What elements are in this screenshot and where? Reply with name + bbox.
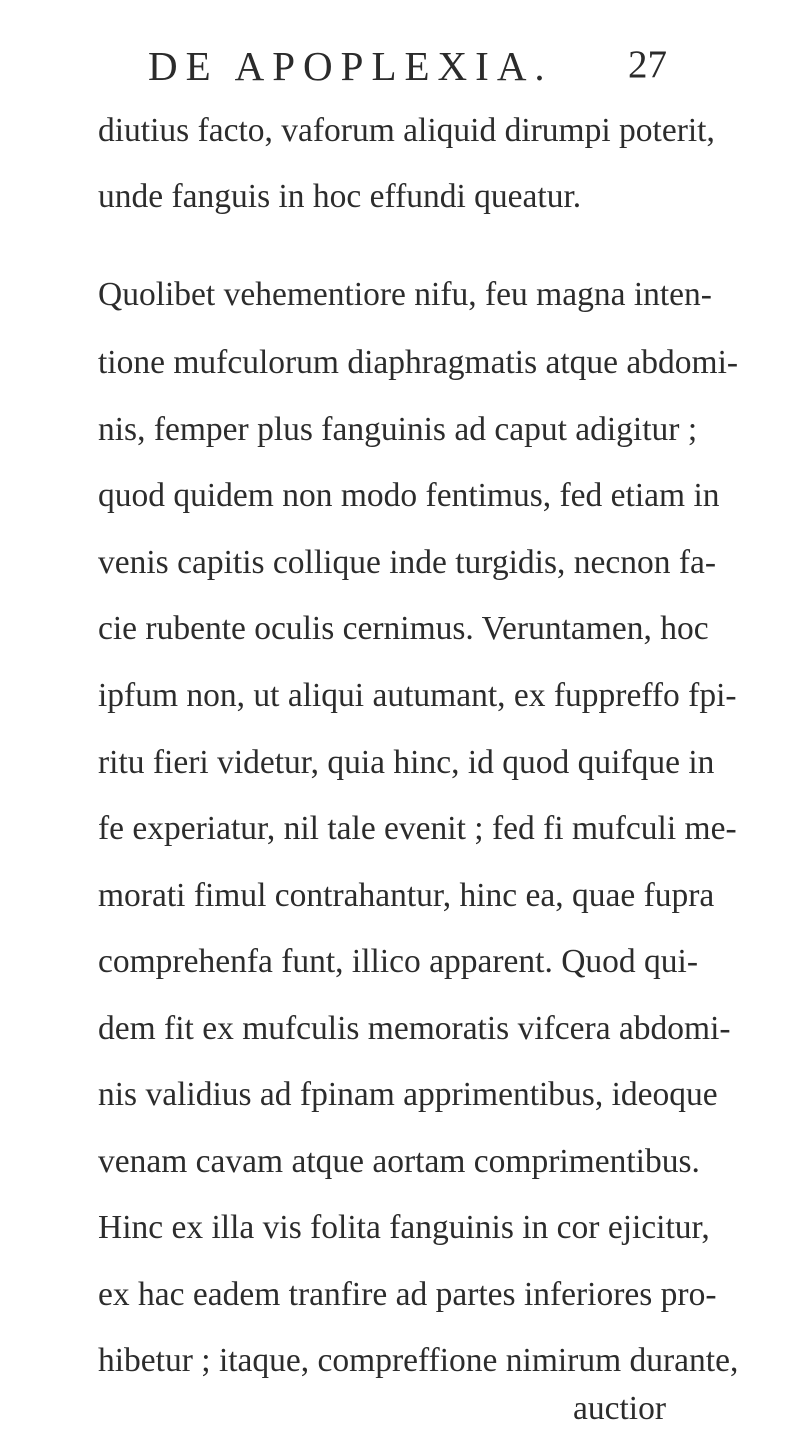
text-line: hibetur ; itaque, compreffione nimirum durante, — [98, 1342, 739, 1379]
text-line: ipfum non, ut aliqui autumant, ex fuppreffo fpi- — [98, 677, 737, 714]
text-line: tione mufculorum diaphragmatis atque abdomi- — [98, 344, 739, 381]
running-title: DE APOPLEXIA. — [148, 43, 553, 89]
catchword: auctior — [573, 1390, 667, 1427]
text-line: unde fanguis in hoc effundi queatur. — [98, 178, 582, 215]
text-line: dem fit ex mufculis memoratis vifcera abdomi- — [98, 1010, 731, 1047]
text-line: morati fimul contrahantur, hinc ea, quae fupra — [98, 877, 715, 914]
text-line: nis, femper plus fanguinis ad caput adigitur ; — [98, 411, 698, 448]
text-line: cie rubente oculis cernimus. Veruntamen, hoc — [98, 610, 709, 647]
page-number: 27 — [628, 43, 667, 86]
text-line: Hinc ex illa vis folita fanguinis in cor ejicitur, — [98, 1209, 710, 1246]
text-line: ritu fieri videtur, quia hinc, id quod quifque in — [98, 744, 715, 781]
text-line: diutius facto, vaforum aliquid dirumpi poterit, — [98, 112, 715, 149]
text-line: ex hac eadem tranfire ad partes inferiores pro- — [98, 1276, 717, 1313]
text-line: nis validius ad fpinam apprimentibus, ideoque — [98, 1076, 718, 1113]
text-line: Quolibet vehementiore nifu, feu magna inten- — [98, 276, 712, 313]
text-line: venis capitis collique inde turgidis, necnon fa- — [98, 544, 717, 581]
text-line: venam cavam atque aortam comprimentibus. — [98, 1143, 700, 1180]
text-line: quod quidem non modo fentimus, fed etiam in — [98, 477, 720, 514]
text-line: fe experiatur, nil tale evenit ; fed fi mufculi me- — [98, 810, 737, 847]
text-line: comprehenfa funt, illico apparent. Quod qui- — [98, 943, 699, 980]
